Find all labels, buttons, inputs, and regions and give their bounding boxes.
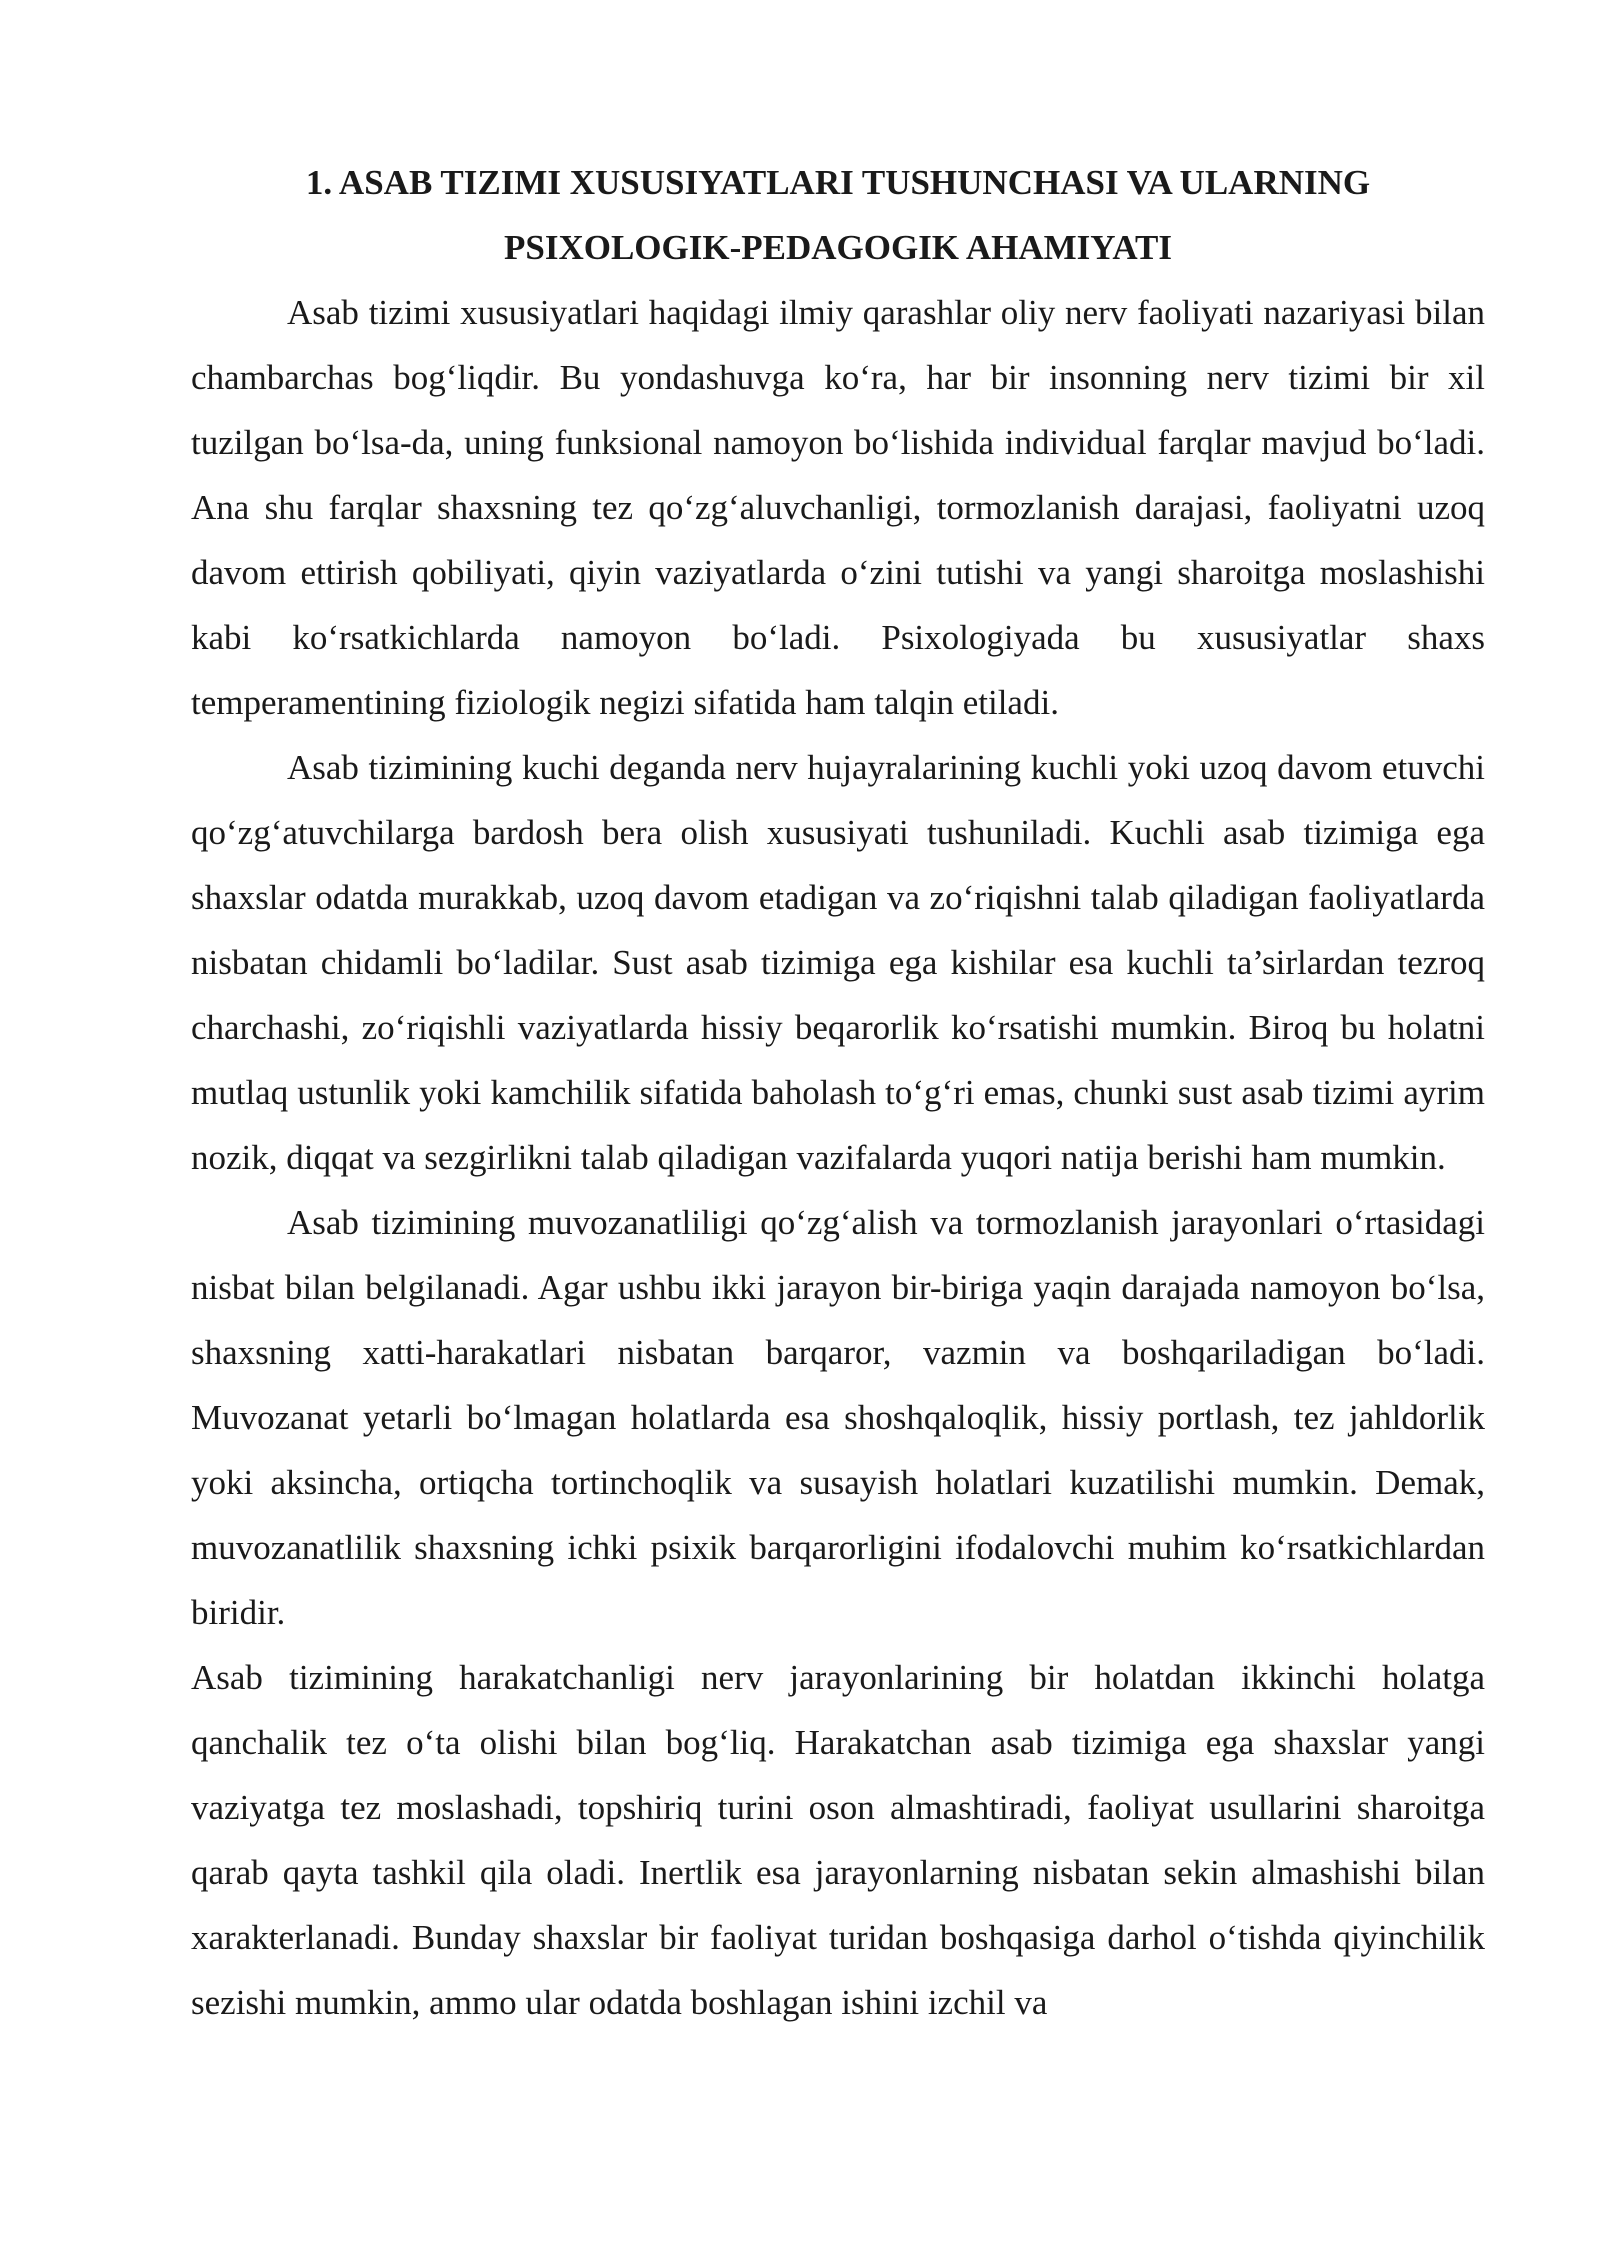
section-heading [191, 150, 1485, 280]
section-heading-line-1: 1. ASAB TIZIMI XUSUSIYATLARI TUSHUNCHASI VA ULARNING [305, 163, 1371, 202]
paragraph-nervous-system-mobility: Asab tizimining harakatchanligi nerv jarayonlarining bir holatdan ikkinchi holatga qanchalik tez o‘ta olishi bilan bog‘liq. Harakatchan asab tizimiga ega shaxslar yangi vaziyatga tez moslashadi, topshiriq turini oson almashtiradi, faoliyat usullarini sharoitga qarab qayta tashkil qila oladi. Inertlik esa jarayonlarning nisbatan sekin almashishi bilan xarakterlanadi. Bunday shaxslar bir faoliyat turidan boshqasiga darhol o‘tishda qiyinchilik sezishi mumkin, ammo ular odatda boshlagan ishini izchil va [191, 1658, 1485, 2022]
paragraph-nervous-system-properties: Asab tizimi xususiyatlari haqidagi ilmiy qarashlar oliy nerv faoliyati nazariyasi bilan chambarchas bog‘liqdir. Bu yondashuvga ko‘ra, har bir insonning nerv tizimi bir xil tuzilgan bo‘lsa-da, uning funksional namoyon bo‘lishida individual farqlar mavjud bo‘ladi. Ana shu farqlar shaxsning tez qo‘zg‘aluvchanligi, tormozlanish darajasi, faoliyatni uzoq davom ettirish qobiliyati, qiyin vaziyatlarda o‘zini tutishi va yangi sharoitga moslashishi kabi ko‘rsatkichlarda namoyon bo‘ladi. Psixologiyada bu xususiyatlar shaxs temperamentining fiziologik negizi sifatida ham talqin etiladi. [191, 293, 1485, 722]
paragraph-nervous-system-balance: Asab tizimining muvozanatliligi qo‘zg‘alish va tormozlanish jarayonlari o‘rtasidagi nisbat bilan belgilanadi. Agar ushbu ikki jarayon bir-biriga yaqin darajada namoyon bo‘lsa, shaxsning xatti-harakatlari nisbatan barqaror, vazmin va boshqariladigan bo‘ladi. Muvozanat yetarli bo‘lmagan holatlarda esa shoshqaloqlik, hissiy portlash, tez jahldorlik yoki aksincha, ortiqcha tortinchoqlik va susayish holatlari kuzatilishi mumkin. Demak, muvozanatlilik shaxsning ichki psixik barqarorligini ifodalovchi muhim ko‘rsatkichlardan biridir. [191, 1203, 1485, 1632]
paragraph-nervous-system-strength: Asab tizimining kuchi deganda nerv hujayralarining kuchli yoki uzoq davom etuvchi qo‘zg‘atuvchilarga bardosh bera olish xususiyati tushuniladi. Kuchli asab tizimiga ega shaxslar odatda murakkab, uzoq davom etadigan va zo‘riqishni talab qiladigan faoliyatlarda nisbatan chidamli bo‘ladilar. Sust asab tizimiga ega kishilar esa kuchli ta’sirlardan tezroq charchashi, zo‘riqishli vaziyatlarda hissiy beqarorlik ko‘rsatishi mumkin. Biroq bu holatni mutlaq ustunlik yoki kamchilik sifatida baholash to‘g‘ri emas, chunki sust asab tizimi ayrim nozik, diqqat va sezgirlikni talab qiladigan vazifalarda yuqori natija berishi ham mumkin. [191, 748, 1485, 1177]
section-heading-line-2: PSIXOLOGIK-PEDAGOGIK AHAMIYATI [503, 228, 1172, 267]
page-content [191, 150, 1485, 2035]
